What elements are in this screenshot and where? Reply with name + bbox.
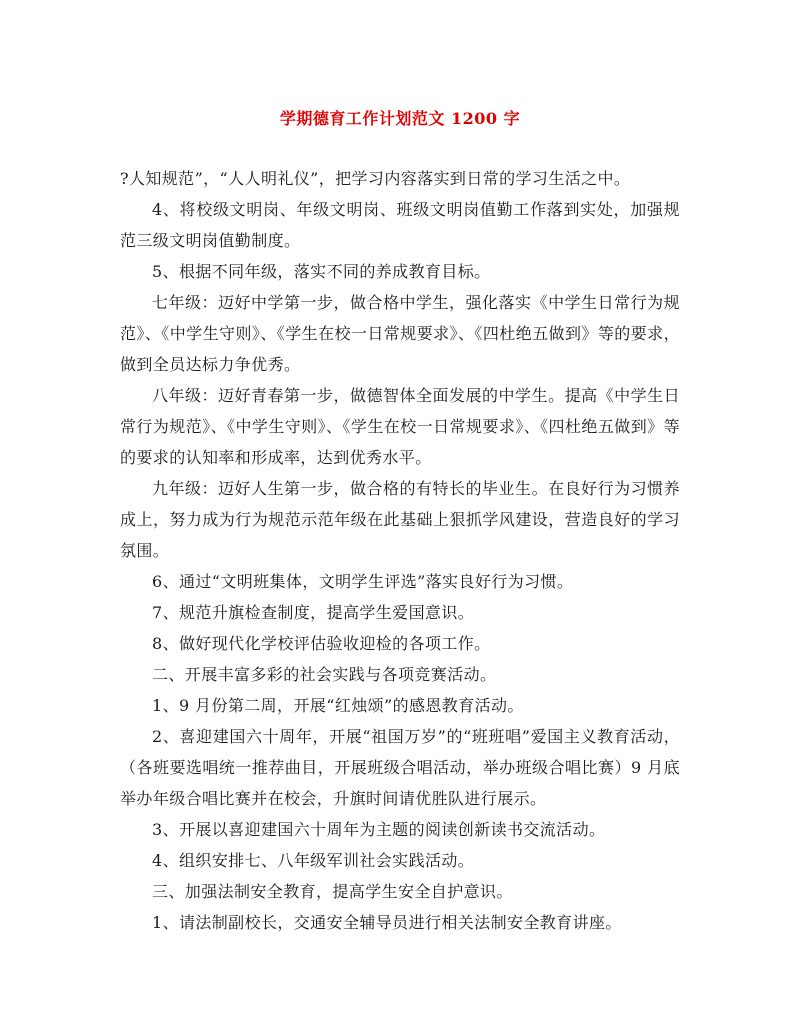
paragraph: 7、规范升旗检查制度，提高学生爱国意识。: [152, 603, 475, 622]
paragraph: 二、开展丰富多彩的社会实践与各项竞赛活动。: [152, 665, 497, 684]
paragraph: 3、开展以喜迎建国六十周年为主题的阅读创新读书交流活动。: [152, 820, 606, 839]
paragraph: 4、组织安排七、八年级军训社会实践活动。: [152, 851, 475, 870]
paragraph: 2、喜迎建国六十周年，开展“祖国万岁”的“班班唱”爱国主义教育活动，（各班要选唱统一推荐曲目，开展班级合唱活动，举办班级合唱比赛）9 月底举办年级合唱比赛并在校会，升旗时间请优胜队进行展示。: [120, 727, 680, 808]
paragraph: 1、请法制副校长，交通安全辅导员进行相关法制安全教育讲座。: [152, 913, 622, 932]
paragraph: 4、将校级文明岗、年级文明岗、班级文明岗值勤工作落到实处，加强规范三级文明岗值勤制度。: [120, 200, 680, 250]
paragraph: 8、做好现代化学校评估验收迎检的各项工作。: [152, 634, 491, 653]
paragraph: 八年级：迈好青春第一步，做德智体全面发展的中学生。提高《中学生日常行为规范》、《中学生守则》、《学生在校一日常规要求》、《四杜绝五做到》等的要求的认知率和形成率，达到优秀水平。: [120, 386, 680, 467]
paragraph: ?人知规范”，“人人明礼仪”，把学习内容落实到日常的学习生活之中。: [120, 169, 631, 188]
document-body: [120, 163, 680, 938]
document-title: 学期德育工作计划范文 1200 字: [279, 109, 521, 128]
paragraph: 5、根据不同年级，落实不同的养成教育目标。: [152, 262, 491, 281]
paragraph: 6、通过“文明班集体，文明学生评选”落实良好行为习惯。: [152, 572, 574, 591]
paragraph: 1、9 月份第二周，开展“红烛颂”的感恩教育活动。: [152, 696, 524, 715]
paragraph: 七年级：迈好中学第一步，做合格中学生，强化落实《中学生日常行为规范》、《中学生守则》、《学生在校一日常规要求》、《四杜绝五做到》等的要求，做到全员达标力争优秀。: [120, 293, 680, 374]
paragraph: 九年级：迈好人生第一步，做合格的有特长的毕业生。在良好行为习惯养成上，努力成为行为规范示范年级在此基础上狠抓学风建设，营造良好的学习氛围。: [120, 479, 680, 560]
paragraph: 三、加强法制安全教育，提高学生安全自护意识。: [152, 882, 513, 901]
